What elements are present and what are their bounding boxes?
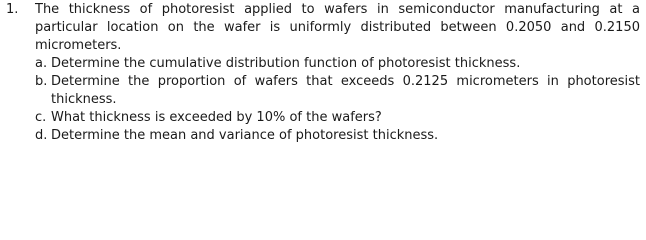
problem-statement: The thickness of photoresist applied to wafers in semiconductor manufacturing at a particular location on the wafer is uniformly distributed between 0.2050 and 0.2150 micrometers. bbox=[35, 2, 640, 53]
part-d bbox=[35, 127, 640, 145]
part-b bbox=[35, 73, 640, 109]
problem-statement-row bbox=[6, 1, 640, 145]
part-text: Determine the mean and variance of photoresist thickness. bbox=[51, 128, 439, 143]
part-text: Determine the proportion of wafers that exceeds 0.2125 micrometers in photoresist thickness. bbox=[51, 74, 640, 107]
problem-1 bbox=[6, 1, 640, 145]
part-text: What thickness is exceeded by 10% of the wafers? bbox=[51, 110, 382, 125]
part-letter: c. bbox=[35, 110, 47, 125]
part-c bbox=[35, 109, 640, 127]
problem-number: 1. bbox=[6, 2, 19, 17]
problem-body bbox=[35, 1, 640, 145]
part-text: Determine the cumulative distribution function of photoresist thickness. bbox=[51, 56, 521, 71]
part-letter: b. bbox=[35, 74, 48, 89]
part-letter: d. bbox=[35, 128, 48, 143]
problem-parts-list bbox=[35, 55, 640, 145]
part-a bbox=[35, 55, 640, 73]
part-letter: a. bbox=[35, 56, 48, 71]
